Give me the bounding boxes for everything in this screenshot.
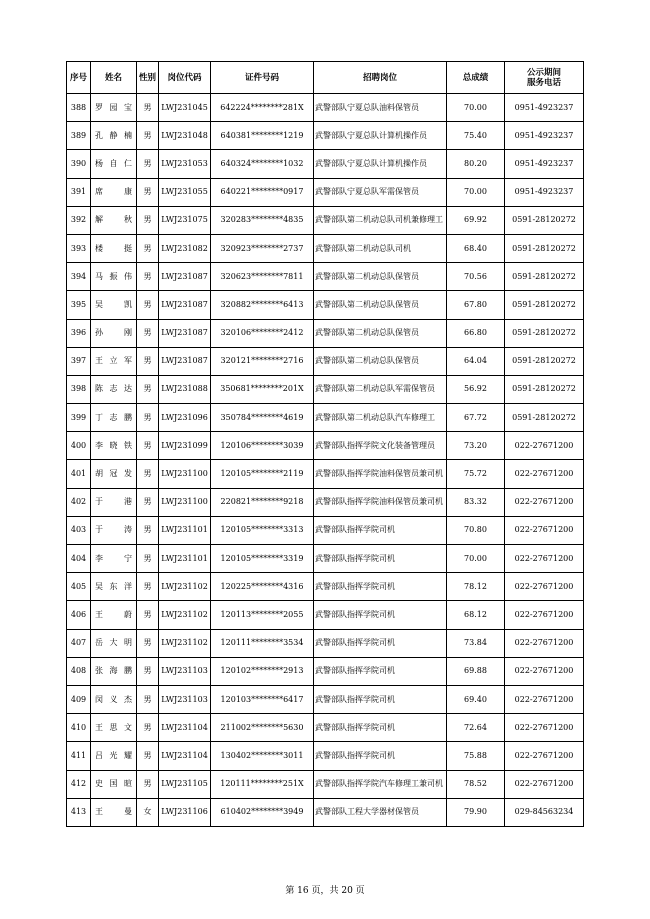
- cell-score: 78.52: [447, 770, 505, 798]
- cell-name: 吴凯: [91, 291, 137, 319]
- cell-name: 王曼: [91, 798, 137, 826]
- cell-phone: 022-27671200: [505, 629, 584, 657]
- cell-phone: 022-27671200: [505, 657, 584, 685]
- cell-gender: 男: [137, 150, 159, 178]
- cell-post-code: LWJ231053: [159, 150, 211, 178]
- cell-post-code: LWJ231087: [159, 319, 211, 347]
- cell-phone: 022-27671200: [505, 601, 584, 629]
- table-row: [67, 263, 584, 291]
- cell-seq: 409: [67, 685, 91, 713]
- cell-phone: 0591-28120272: [505, 375, 584, 403]
- cell-gender: 男: [137, 375, 159, 403]
- cell-seq: 410: [67, 714, 91, 742]
- header-gender: 性别: [137, 62, 159, 94]
- cell-gender: 男: [137, 516, 159, 544]
- table-row: [67, 601, 584, 629]
- cell-name: 吴东洋: [91, 573, 137, 601]
- header-post-code: 岗位代码: [159, 62, 211, 94]
- cell-id-number: 120113********2055: [211, 601, 314, 629]
- cell-id-number: 640381********1219: [211, 122, 314, 150]
- cell-id-number: 320882********6413: [211, 291, 314, 319]
- cell-gender: 女: [137, 798, 159, 826]
- cell-position: 武警部队第二机动总队司机兼修理工: [314, 206, 447, 234]
- cell-score: 67.72: [447, 404, 505, 432]
- cell-position: 武警部队第二机动总队保管员: [314, 347, 447, 375]
- cell-name: 王思文: [91, 714, 137, 742]
- cell-id-number: 120102********2913: [211, 657, 314, 685]
- cell-post-code: LWJ231045: [159, 94, 211, 122]
- cell-name: 胡冠发: [91, 460, 137, 488]
- cell-id-number: 320283********4835: [211, 206, 314, 234]
- cell-id-number: 640324********1032: [211, 150, 314, 178]
- cell-name: 陈志达: [91, 375, 137, 403]
- cell-id-number: 320106********2412: [211, 319, 314, 347]
- cell-seq: 401: [67, 460, 91, 488]
- cell-name: 杨自仁: [91, 150, 137, 178]
- header-row: [67, 62, 584, 94]
- table-row: [67, 206, 584, 234]
- cell-gender: 男: [137, 347, 159, 375]
- cell-phone: 022-27671200: [505, 545, 584, 573]
- cell-seq: 411: [67, 742, 91, 770]
- cell-score: 70.00: [447, 94, 505, 122]
- cell-score: 75.40: [447, 122, 505, 150]
- cell-position: 武警部队指挥学院汽车修理工兼司机: [314, 770, 447, 798]
- cell-position: 武警部队指挥学院司机: [314, 573, 447, 601]
- cell-post-code: LWJ231104: [159, 714, 211, 742]
- cell-position: 武警部队指挥学院司机: [314, 601, 447, 629]
- cell-id-number: 211002********5630: [211, 714, 314, 742]
- cell-seq: 405: [67, 573, 91, 601]
- cell-seq: 402: [67, 488, 91, 516]
- cell-position: 武警部队指挥学院司机: [314, 629, 447, 657]
- cell-phone: 0591-28120272: [505, 319, 584, 347]
- page-footer: 第 16 页，共 20 页: [285, 886, 365, 896]
- table-row: [67, 234, 584, 262]
- cell-name: 闵义杰: [91, 685, 137, 713]
- cell-score: 79.90: [447, 798, 505, 826]
- cell-gender: 男: [137, 657, 159, 685]
- cell-position: 武警部队宁夏总队计算机操作员: [314, 150, 447, 178]
- cell-position: 武警部队宁夏总队油料保管员: [314, 94, 447, 122]
- cell-position: 武警部队指挥学院油料保管员兼司机: [314, 488, 447, 516]
- cell-phone: 022-27671200: [505, 516, 584, 544]
- cell-position: 武警部队指挥学院司机: [314, 657, 447, 685]
- cell-position: 武警部队指挥学院司机: [314, 685, 447, 713]
- cell-position: 武警部队第二机动总队保管员: [314, 319, 447, 347]
- table-row: [67, 375, 584, 403]
- cell-gender: 男: [137, 770, 159, 798]
- cell-post-code: LWJ231103: [159, 685, 211, 713]
- table-row: [67, 460, 584, 488]
- cell-post-code: LWJ231100: [159, 488, 211, 516]
- cell-score: 56.92: [447, 375, 505, 403]
- table-row: [67, 319, 584, 347]
- cell-position: 武警部队指挥学院司机: [314, 742, 447, 770]
- cell-id-number: 640221********0917: [211, 178, 314, 206]
- table-row: [67, 488, 584, 516]
- cell-seq: 400: [67, 432, 91, 460]
- cell-post-code: LWJ231100: [159, 460, 211, 488]
- cell-phone: 022-27671200: [505, 770, 584, 798]
- cell-id-number: 120111********3534: [211, 629, 314, 657]
- cell-gender: 男: [137, 234, 159, 262]
- table-row: [67, 150, 584, 178]
- cell-gender: 男: [137, 601, 159, 629]
- cell-phone: 0591-28120272: [505, 234, 584, 262]
- cell-position: 武警部队宁夏总队军需保管员: [314, 178, 447, 206]
- cell-post-code: LWJ231048: [159, 122, 211, 150]
- cell-seq: 393: [67, 234, 91, 262]
- cell-gender: 男: [137, 685, 159, 713]
- table-row: [67, 178, 584, 206]
- cell-phone: 022-27671200: [505, 488, 584, 516]
- table-row: [67, 714, 584, 742]
- cell-id-number: 120111********251X: [211, 770, 314, 798]
- cell-phone: 022-27671200: [505, 432, 584, 460]
- cell-id-number: 120106********3039: [211, 432, 314, 460]
- cell-post-code: LWJ231102: [159, 573, 211, 601]
- cell-position: 武警部队指挥学院司机: [314, 714, 447, 742]
- cell-name: 解秋: [91, 206, 137, 234]
- header-id-number: 证件号码: [211, 62, 314, 94]
- cell-post-code: LWJ231099: [159, 432, 211, 460]
- cell-post-code: LWJ231102: [159, 629, 211, 657]
- cell-name: 罗园宝: [91, 94, 137, 122]
- cell-id-number: 320923********2737: [211, 234, 314, 262]
- cell-seq: 404: [67, 545, 91, 573]
- cell-score: 69.40: [447, 685, 505, 713]
- cell-phone: 022-27671200: [505, 460, 584, 488]
- cell-post-code: LWJ231096: [159, 404, 211, 432]
- cell-gender: 男: [137, 263, 159, 291]
- cell-name: 楼挺: [91, 234, 137, 262]
- cell-phone: 0591-28120272: [505, 263, 584, 291]
- cell-score: 70.00: [447, 178, 505, 206]
- cell-score: 72.64: [447, 714, 505, 742]
- cell-position: 武警部队宁夏总队计算机操作员: [314, 122, 447, 150]
- cell-seq: 389: [67, 122, 91, 150]
- table-row: [67, 742, 584, 770]
- cell-id-number: 120103********6417: [211, 685, 314, 713]
- cell-seq: 398: [67, 375, 91, 403]
- cell-id-number: 350784********4619: [211, 404, 314, 432]
- table-row: [67, 770, 584, 798]
- cell-seq: 394: [67, 263, 91, 291]
- cell-post-code: LWJ231075: [159, 206, 211, 234]
- table-row: [67, 122, 584, 150]
- cell-seq: 406: [67, 601, 91, 629]
- cell-name: 李晓铁: [91, 432, 137, 460]
- cell-phone: 0951-4923237: [505, 150, 584, 178]
- cell-id-number: 350681********201X: [211, 375, 314, 403]
- table-row: [67, 94, 584, 122]
- cell-gender: 男: [137, 94, 159, 122]
- cell-post-code: LWJ231088: [159, 375, 211, 403]
- cell-position: 武警部队第二机动总队保管员: [314, 291, 447, 319]
- cell-score: 73.84: [447, 629, 505, 657]
- cell-phone: 0951-4923237: [505, 122, 584, 150]
- cell-phone: 022-27671200: [505, 742, 584, 770]
- cell-gender: 男: [137, 742, 159, 770]
- cell-name: 岳大明: [91, 629, 137, 657]
- cell-phone: 022-27671200: [505, 685, 584, 713]
- cell-seq: 408: [67, 657, 91, 685]
- cell-seq: 407: [67, 629, 91, 657]
- cell-gender: 男: [137, 178, 159, 206]
- cell-position: 武警部队指挥学院文化装备管理员: [314, 432, 447, 460]
- results-table: [66, 61, 584, 827]
- cell-score: 69.92: [447, 206, 505, 234]
- cell-name: 于涛: [91, 516, 137, 544]
- header-phone: 公示期间 服务电话: [505, 62, 584, 94]
- cell-id-number: 220821********9218: [211, 488, 314, 516]
- cell-score: 67.80: [447, 291, 505, 319]
- cell-id-number: 120105********2119: [211, 460, 314, 488]
- table-row: [67, 629, 584, 657]
- cell-score: 83.32: [447, 488, 505, 516]
- cell-post-code: LWJ231106: [159, 798, 211, 826]
- cell-id-number: 130402********3011: [211, 742, 314, 770]
- cell-name: 吕光耀: [91, 742, 137, 770]
- cell-seq: 399: [67, 404, 91, 432]
- cell-score: 66.80: [447, 319, 505, 347]
- table-row: [67, 657, 584, 685]
- cell-score: 78.12: [447, 573, 505, 601]
- cell-id-number: 120225********4316: [211, 573, 314, 601]
- cell-position: 武警部队第二机动总队保管员: [314, 263, 447, 291]
- cell-gender: 男: [137, 629, 159, 657]
- cell-gender: 男: [137, 573, 159, 601]
- cell-score: 70.80: [447, 516, 505, 544]
- cell-seq: 388: [67, 94, 91, 122]
- cell-phone: 022-27671200: [505, 573, 584, 601]
- cell-phone: 029-84563234: [505, 798, 584, 826]
- cell-score: 68.40: [447, 234, 505, 262]
- cell-post-code: LWJ231087: [159, 263, 211, 291]
- cell-gender: 男: [137, 319, 159, 347]
- cell-name: 于港: [91, 488, 137, 516]
- table-row: [67, 432, 584, 460]
- header-position: 招聘岗位: [314, 62, 447, 94]
- cell-gender: 男: [137, 714, 159, 742]
- cell-seq: 397: [67, 347, 91, 375]
- cell-name: 马振伟: [91, 263, 137, 291]
- cell-name: 孔静楠: [91, 122, 137, 150]
- cell-position: 武警部队指挥学院油料保管员兼司机: [314, 460, 447, 488]
- cell-gender: 男: [137, 460, 159, 488]
- cell-post-code: LWJ231101: [159, 545, 211, 573]
- table-row: [67, 347, 584, 375]
- cell-score: 80.20: [447, 150, 505, 178]
- cell-phone: 0951-4923237: [505, 94, 584, 122]
- cell-name: 丁志鹏: [91, 404, 137, 432]
- cell-post-code: LWJ231055: [159, 178, 211, 206]
- cell-name: 席康: [91, 178, 137, 206]
- cell-gender: 男: [137, 291, 159, 319]
- cell-score: 73.20: [447, 432, 505, 460]
- cell-seq: 391: [67, 178, 91, 206]
- cell-id-number: 610402********3949: [211, 798, 314, 826]
- cell-position: 武警部队指挥学院司机: [314, 545, 447, 573]
- header-seq: 序号: [67, 62, 91, 94]
- table-row: [67, 798, 584, 826]
- cell-seq: 413: [67, 798, 91, 826]
- cell-id-number: 320623********7811: [211, 263, 314, 291]
- cell-phone: 0591-28120272: [505, 291, 584, 319]
- table-body: [67, 94, 584, 827]
- cell-score: 75.88: [447, 742, 505, 770]
- table-row: [67, 545, 584, 573]
- cell-id-number: 120105********3313: [211, 516, 314, 544]
- cell-phone: 0591-28120272: [505, 206, 584, 234]
- header-score: 总成绩: [447, 62, 505, 94]
- cell-score: 68.12: [447, 601, 505, 629]
- cell-post-code: LWJ231102: [159, 601, 211, 629]
- cell-position: 武警部队第二机动总队汽车修理工: [314, 404, 447, 432]
- table-row: [67, 685, 584, 713]
- cell-name: 李宁: [91, 545, 137, 573]
- cell-name: 张海鹏: [91, 657, 137, 685]
- cell-position: 武警部队指挥学院司机: [314, 516, 447, 544]
- cell-seq: 392: [67, 206, 91, 234]
- cell-phone: 0591-28120272: [505, 347, 584, 375]
- cell-post-code: LWJ231087: [159, 291, 211, 319]
- table-row: [67, 573, 584, 601]
- cell-score: 64.04: [447, 347, 505, 375]
- cell-phone: 0951-4923237: [505, 178, 584, 206]
- cell-name: 王立军: [91, 347, 137, 375]
- cell-position: 武警部队工程大学器材保管员: [314, 798, 447, 826]
- cell-gender: 男: [137, 432, 159, 460]
- table-row: [67, 516, 584, 544]
- cell-phone: 022-27671200: [505, 714, 584, 742]
- cell-score: 70.00: [447, 545, 505, 573]
- cell-id-number: 642224********281X: [211, 94, 314, 122]
- cell-gender: 男: [137, 122, 159, 150]
- cell-seq: 390: [67, 150, 91, 178]
- table-row: [67, 291, 584, 319]
- cell-score: 75.72: [447, 460, 505, 488]
- cell-score: 69.88: [447, 657, 505, 685]
- cell-gender: 男: [137, 404, 159, 432]
- cell-phone: 0591-28120272: [505, 404, 584, 432]
- cell-gender: 男: [137, 206, 159, 234]
- cell-position: 武警部队第二机动总队军需保管员: [314, 375, 447, 403]
- cell-post-code: LWJ231082: [159, 234, 211, 262]
- header-name: 姓名: [91, 62, 137, 94]
- cell-name: 王蔚: [91, 601, 137, 629]
- cell-score: 70.56: [447, 263, 505, 291]
- cell-seq: 412: [67, 770, 91, 798]
- cell-post-code: LWJ231104: [159, 742, 211, 770]
- table-row: [67, 404, 584, 432]
- cell-name: 史国暄: [91, 770, 137, 798]
- cell-id-number: 120105********3319: [211, 545, 314, 573]
- cell-post-code: LWJ231103: [159, 657, 211, 685]
- cell-gender: 男: [137, 488, 159, 516]
- cell-id-number: 320121********2716: [211, 347, 314, 375]
- cell-seq: 395: [67, 291, 91, 319]
- cell-name: 孙刚: [91, 319, 137, 347]
- cell-seq: 396: [67, 319, 91, 347]
- cell-post-code: LWJ231101: [159, 516, 211, 544]
- cell-seq: 403: [67, 516, 91, 544]
- cell-gender: 男: [137, 545, 159, 573]
- cell-position: 武警部队第二机动总队司机: [314, 234, 447, 262]
- cell-post-code: LWJ231105: [159, 770, 211, 798]
- cell-post-code: LWJ231087: [159, 347, 211, 375]
